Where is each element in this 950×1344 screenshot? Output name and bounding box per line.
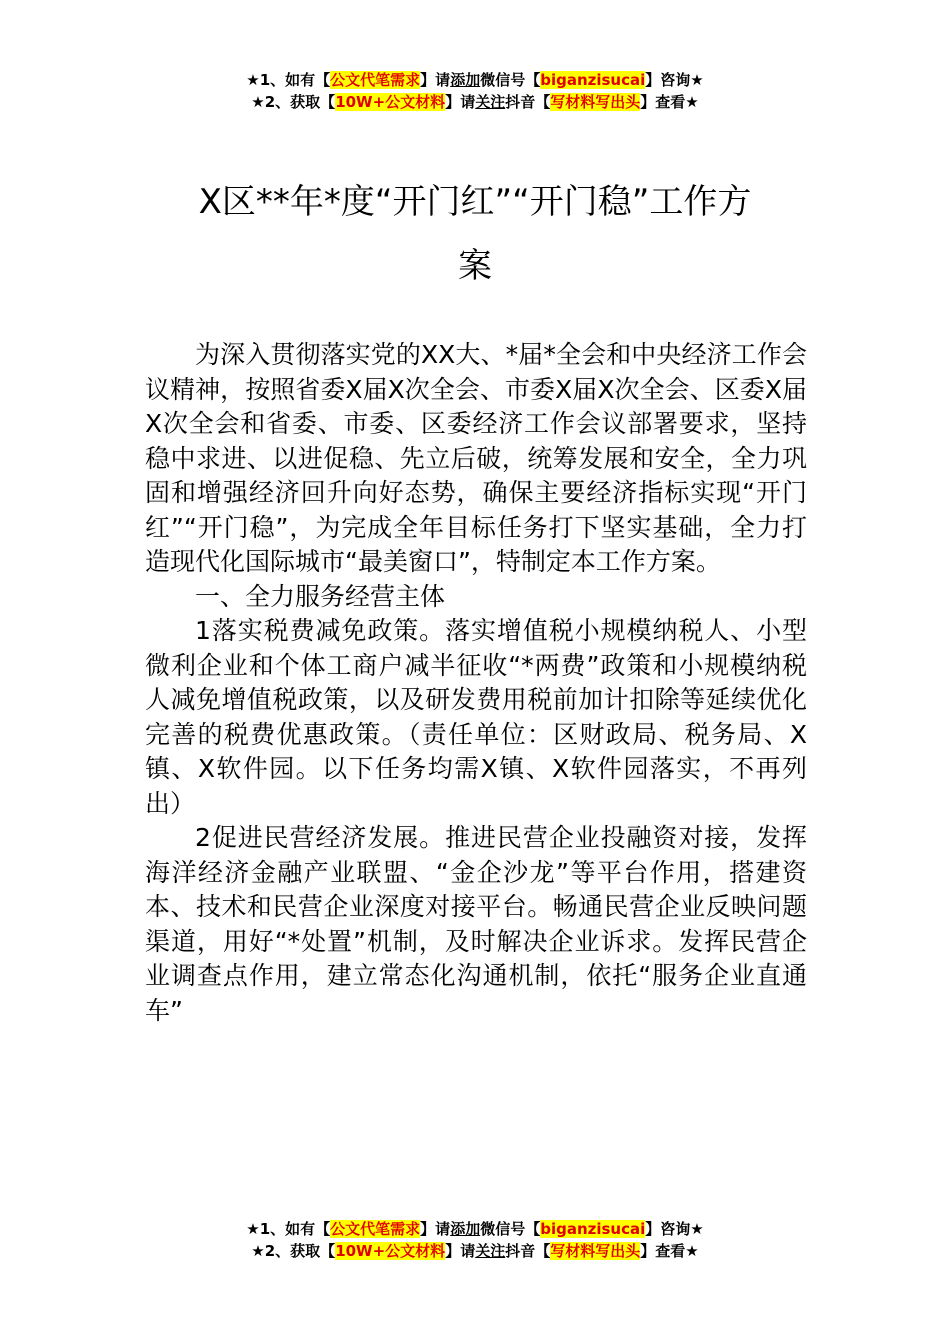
item-paragraph: 1落实税费减免政策。落实增值税小规模纳税人、小型微利企业和个体工商户减半征收“*两费”政策和小规模纳税人减免增值税政策，以及研发费用税前加计扣除等延续优化完善的税费优惠政策。（责任单位：区财政局、税务局、X镇、X软件园。以下任务均需X镇、X软件园落实，不再列出） xyxy=(145,616,807,818)
title-line-1: X区**年*度“开门红”“开门稳”工作方 xyxy=(198,182,752,222)
banner-text: 】请 xyxy=(420,1220,451,1238)
banner-underline: 关注 xyxy=(475,93,506,111)
banner-underline: 关注 xyxy=(475,1242,506,1260)
banner-text: 微信号【 xyxy=(480,1220,541,1238)
banner-text: 】查看★ xyxy=(640,1242,699,1260)
banner-line-2 xyxy=(0,1240,950,1262)
banner-text: 】咨询★ xyxy=(645,71,704,89)
banner-highlight: biganzisucai xyxy=(540,1220,646,1238)
banner-underline: 添加 xyxy=(450,71,481,89)
footer-banner xyxy=(0,1218,950,1262)
banner-underline: 添加 xyxy=(450,1220,481,1238)
document-title xyxy=(145,170,805,298)
banner-text: ★1、如有【 xyxy=(246,1220,331,1238)
banner-text: ★2、获取【 xyxy=(251,93,336,111)
banner-text: 】请 xyxy=(445,93,476,111)
item-paragraph: 2促进民营经济发展。推进民营企业投融资对接，发挥海洋经济金融产业联盟、“金企沙龙”等平台作用，搭建资本、技术和民营企业深度对接平台。畅通民营企业反映问题渠道，用好“*处置”机制，及时解决企业诉求。发挥民营企业调查点作用，建立常态化沟通机制，依托“服务企业直通车” xyxy=(145,823,807,1025)
header-banner xyxy=(0,69,950,113)
banner-highlight: 10W+公文材料 xyxy=(335,93,446,111)
banner-highlight: 公文代笔需求 xyxy=(330,1220,421,1238)
banner-highlight: 写材料写出头 xyxy=(550,1242,641,1260)
banner-text: 微信号【 xyxy=(480,71,541,89)
banner-text: ★2、获取【 xyxy=(251,1242,336,1260)
intro-paragraph: 为深入贯彻落实党的XX大、*届*全会和中央经济工作会议精神，按照省委X届X次全会、市委X届X次全会、区委X届X次全会和省委、市委、区委经济工作会议部署要求，坚持稳中求进、以进促稳、先立后破，统筹发展和安全，全力巩固和增强经济回升向好态势，确保主要经济指标实现“开门红”“开门稳”，为完成全年目标任务打下坚实基础，全力打造现代化国际城市“最美窗口”，特制定本工作方案。 xyxy=(145,340,807,576)
banner-text: 】查看★ xyxy=(640,93,699,111)
banner-text: 】请 xyxy=(445,1242,476,1260)
section-heading: 一、全力服务经营主体 xyxy=(195,581,446,611)
banner-text: 抖音【 xyxy=(505,1242,551,1260)
banner-text: ★1、如有【 xyxy=(246,71,331,89)
title-line-2: 案 xyxy=(458,246,492,286)
banner-highlight: 10W+公文材料 xyxy=(335,1242,446,1260)
banner-text: 】咨询★ xyxy=(645,1220,704,1238)
document-body xyxy=(145,338,807,1028)
banner-highlight: biganzisucai xyxy=(540,71,646,89)
banner-line-2 xyxy=(0,91,950,113)
banner-highlight: 公文代笔需求 xyxy=(330,71,421,89)
banner-text: 】请 xyxy=(420,71,451,89)
banner-line-1 xyxy=(0,69,950,91)
banner-highlight: 写材料写出头 xyxy=(550,93,641,111)
banner-text: 抖音【 xyxy=(505,93,551,111)
banner-line-1 xyxy=(0,1218,950,1240)
